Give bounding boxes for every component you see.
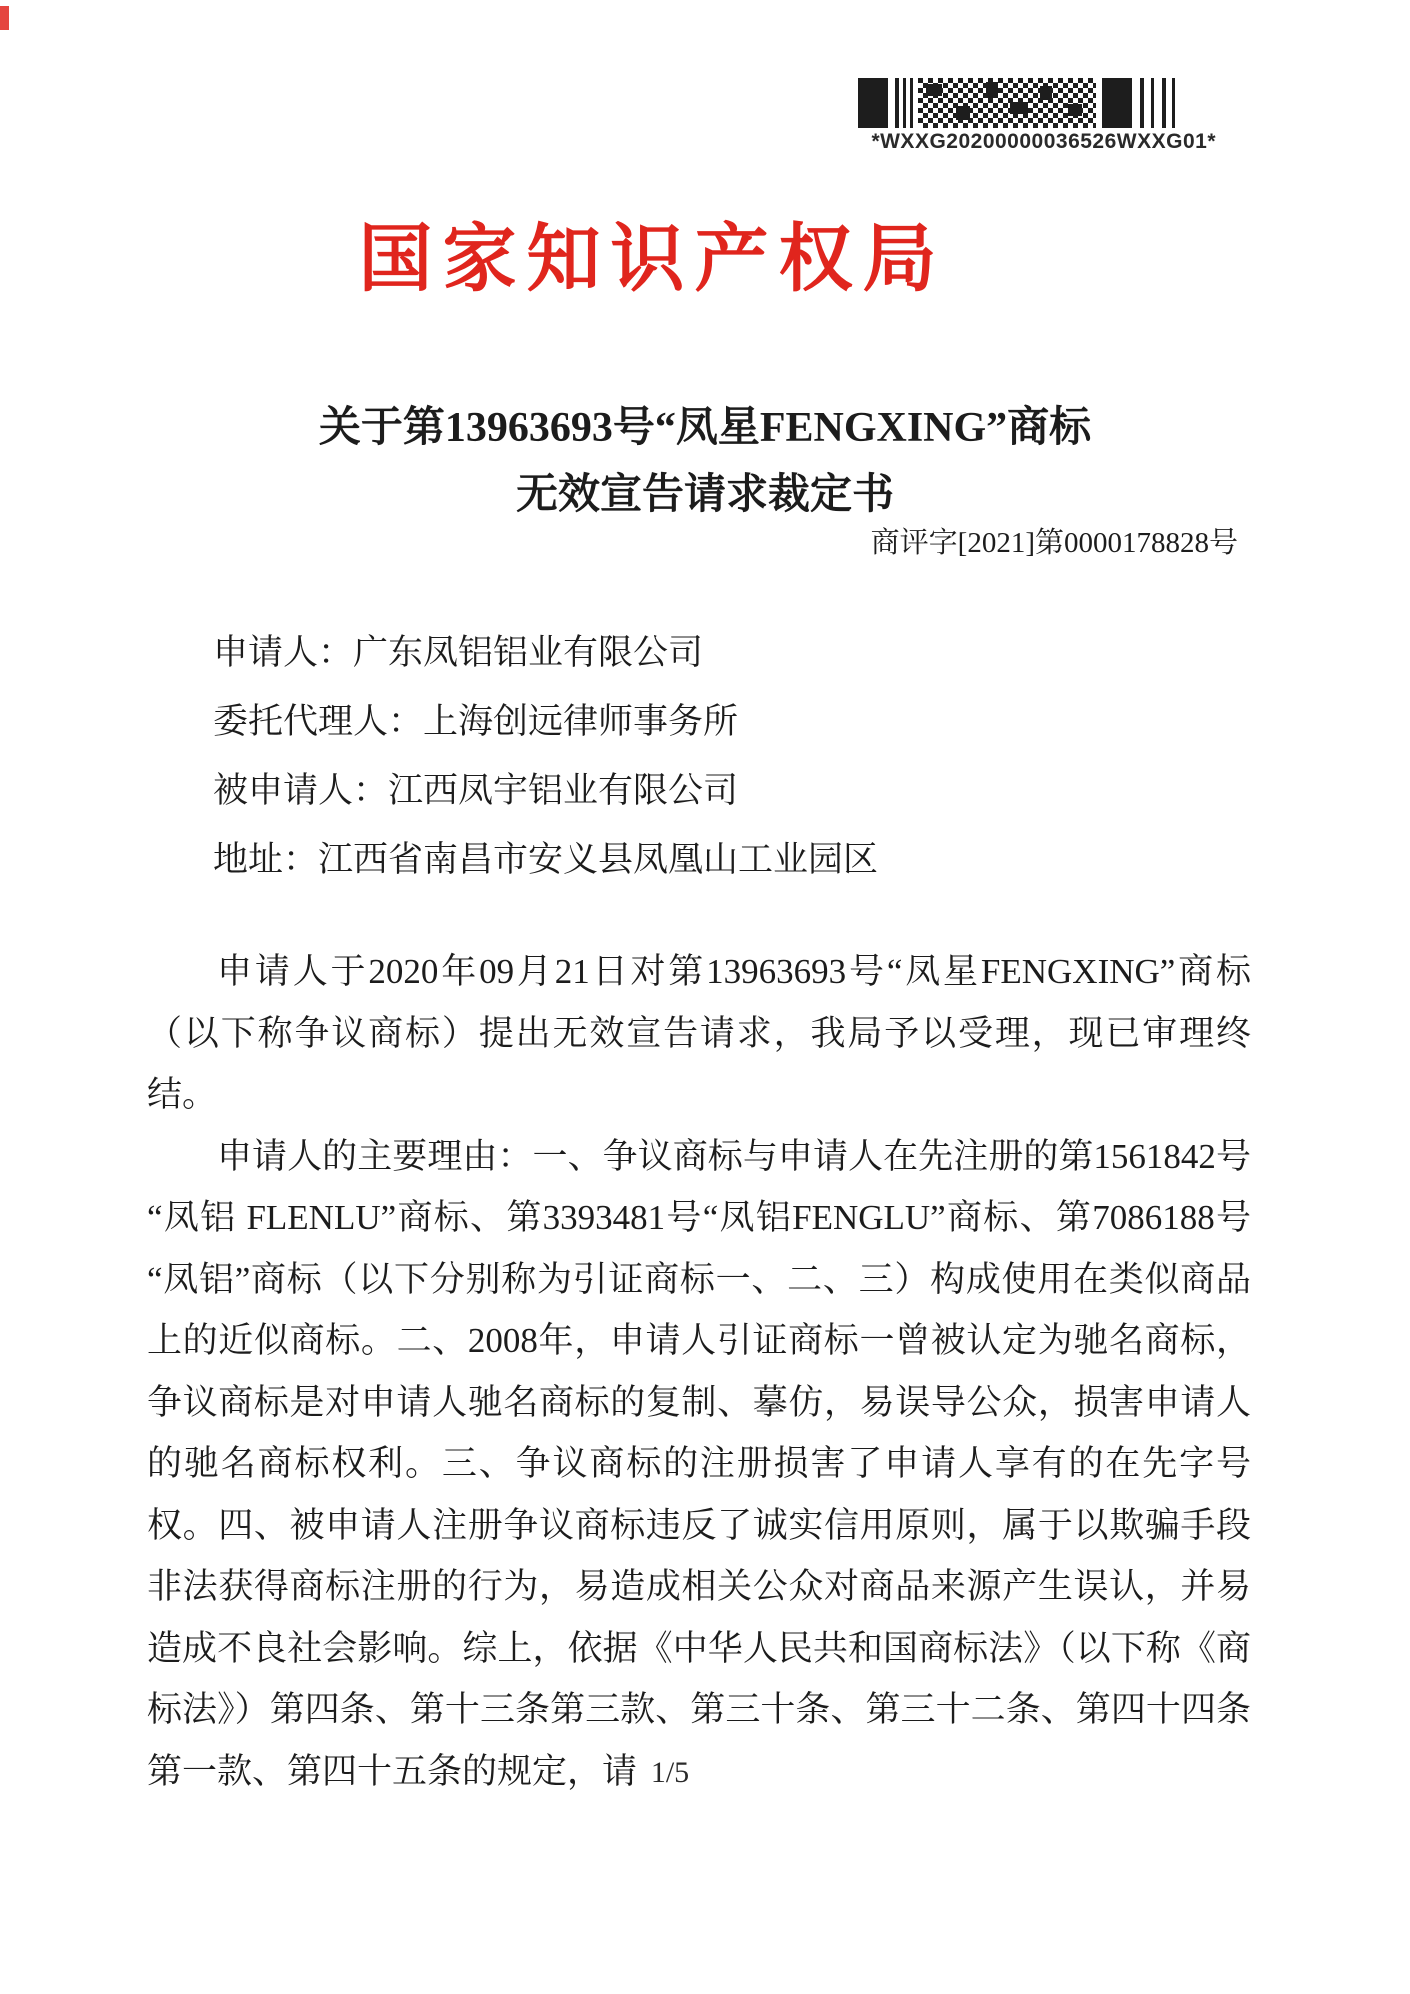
agency-title: 国家知识产权局 xyxy=(358,217,947,300)
paragraph-2: 申请人的主要理由：一、争议商标与申请人在先注册的第1561842号“凤铝 FLENLU”商标、第3393481号“凤铝FENGLU”商标、第7086188号“凤铝”商标（以下分别称为引证商标一、二、三）构成使用在类似商品上的近似商标。二、2008年，申请人引证商标一曾被认定为驰名商标，争议商标是对申请人驰名商标的复制、摹仿，易误导公众，损害申请人的驰名商标权利。三、争议商标的注册损害了申请人享有的在先字号权。四、被申请人注册争议商标违反了诚实信用原则，属于以欺骗手段非法获得商标注册的行为，易造成相关公众对商品来源产生误认，并易造成不良社会影响。综上，依据《中华人民共和国商标法》（以下称《商标法》）第四条、第十三条第三款、第三十条、第三十二条、第四十四条第一款、第四十五条的规定，请 xyxy=(147,1136,1251,1791)
page-number: 1/5 xyxy=(650,1756,690,1789)
barcode-text: *WXXG20200000036526WXXG01* xyxy=(871,130,1216,153)
document-title xyxy=(0,395,1410,529)
barcode-image xyxy=(858,78,1180,128)
applicant-line: 申请人：广东凤铝铝业有限公司 xyxy=(213,633,704,672)
paragraph-1: 申请人于2020年09月21日对第13963693号“凤星FENGXING”商标（以下称争议商标）提出无效宣告请求，我局予以受理，现已审理终结。 xyxy=(147,952,1251,1114)
reference-number: 商评字[2021]第0000178828号 xyxy=(870,527,1238,559)
scan-corner-mark xyxy=(0,6,9,30)
document-title-line2: 无效宣告请求裁定书 xyxy=(515,472,894,518)
agent-line: 委托代理人：上海创远律师事务所 xyxy=(213,702,739,741)
address-line: 地址：江西省南昌市安义县凤凰山工业园区 xyxy=(213,840,879,879)
barcode-block xyxy=(856,78,1216,154)
parties-block xyxy=(213,618,878,894)
document-title-line1: 关于第13963693号“凤星FENGXING”商标 xyxy=(318,405,1092,451)
body-text xyxy=(147,941,1251,1802)
respondent-line: 被申请人：江西凤宇铝业有限公司 xyxy=(213,771,739,810)
